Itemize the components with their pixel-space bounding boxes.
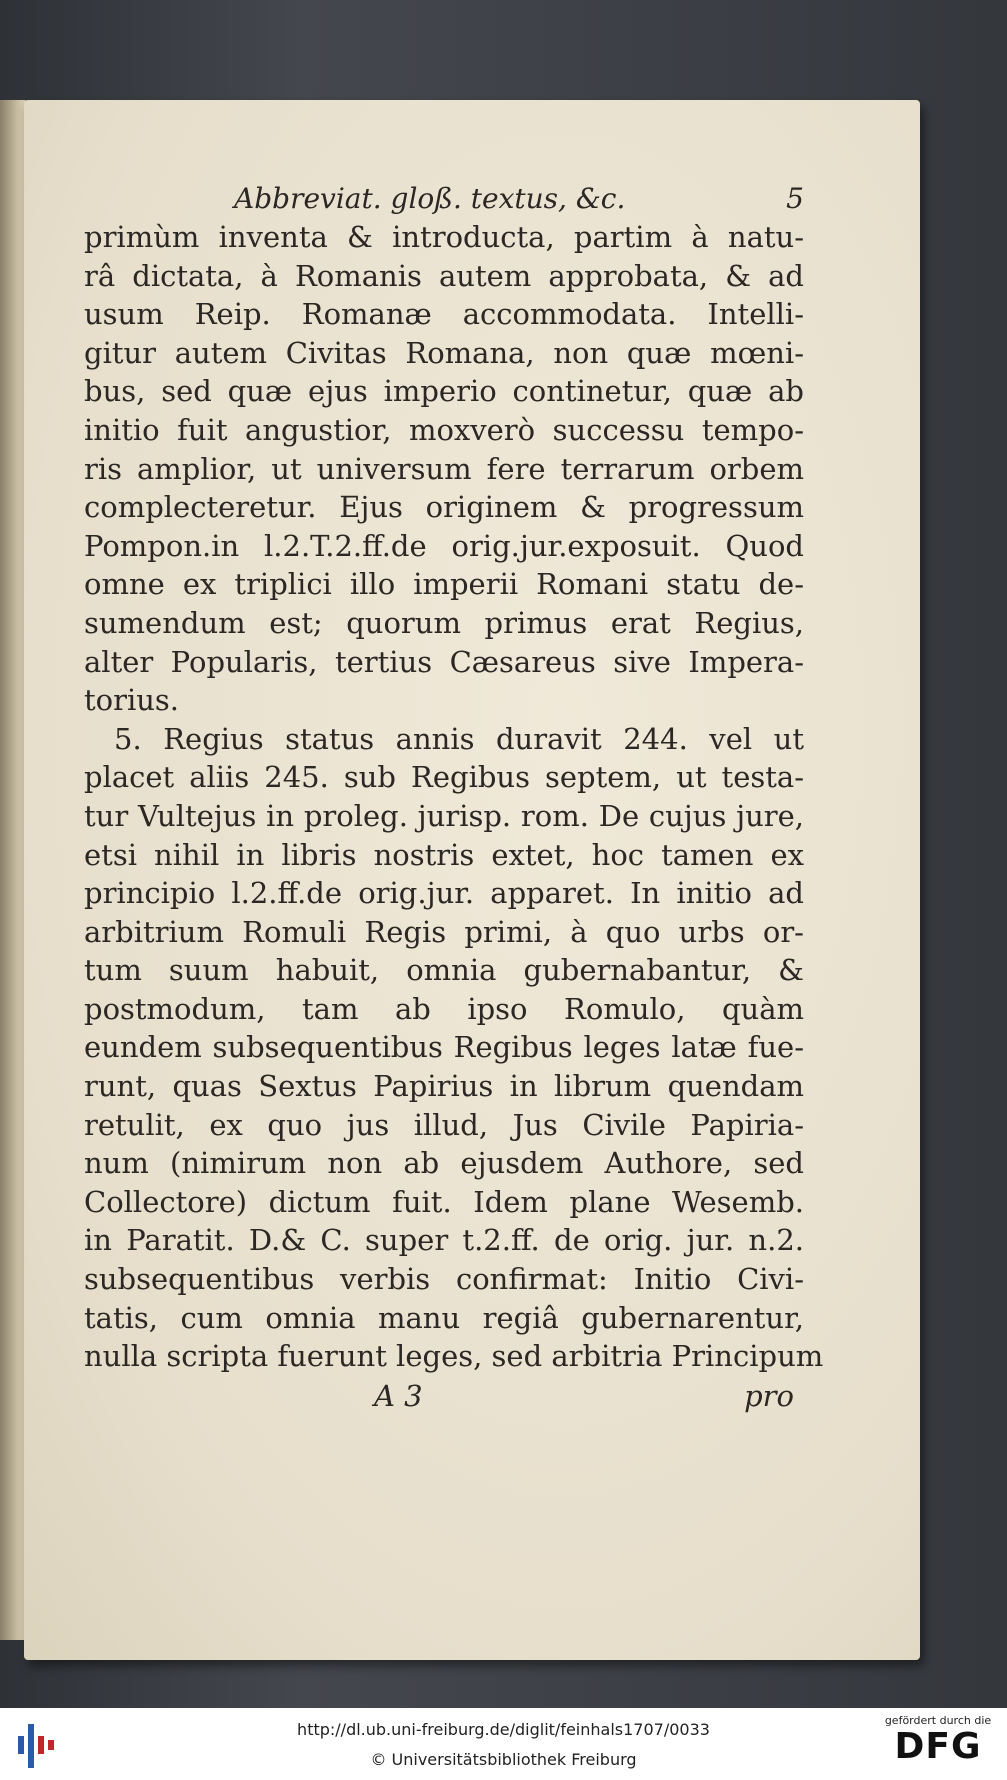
page-text [84,182,824,1416]
text-line: 5. Regius status annis duravit 244. vel ut [114,721,804,756]
page-number: 5 [786,182,804,215]
signature-mark: A 3 [374,1378,423,1413]
text-line: nulla scripta fuerunt leges, sed arbitria Principum [84,1339,824,1374]
text-line: complecteretur. Ejus originem & progressum [84,490,804,525]
dfg-tagline: gefördert durch die [884,1714,992,1727]
text-line: retulit, ex quo jus illud, Jus Civile Papiria- [84,1107,804,1142]
text-line: tur Vultejus in proleg. jurisp. rom. De cujus jure, [84,798,804,833]
text-line: subsequentibus verbis confirmat: Initio Civi- [84,1262,804,1297]
text-line: usum Reip. Romanæ accommodata. Intelli- [84,297,804,332]
text-line: num (nimirum non ab ejusdem Authore, sed [84,1146,804,1181]
text-line: runt, quas Sextus Papirius in librum quendam [84,1069,804,1104]
text-line: omne ex triplici illo imperii Romani statu de- [84,567,804,602]
copyright-text: © Universitätsbibliothek Freiburg [370,1750,637,1769]
text-line: initio fuit angustior, moxverò successu tempo- [84,412,804,447]
text-line: etsi nihil in libris nostris extet, hoc tamen ex [84,837,804,872]
text-line: bus, sed quæ ejus imperio continetur, quæ ab [84,374,804,409]
text-line: râ dictata, à Romanis autem approbata, & ad [84,258,804,293]
running-head-title: Abbreviat. gloß. textus, &c. [234,182,626,215]
text-lines [84,218,824,1376]
viewer-footer [0,1708,1007,1780]
text-line: torius. [84,683,180,718]
text-line: principio l.2.ff.de orig.jur. apparet. In initio ad [84,876,804,911]
text-line: tatis, cum omnia manu regiâ gubernarentur, [84,1300,804,1335]
text-line: eundem subsequentibus Regibus leges latæ fue- [84,1030,804,1065]
text-line: primùm inventa & introducta, partim à natu- [84,220,804,254]
dfg-wordmark: DFG [894,1726,982,1767]
text-line: placet aliis 245. sub Regibus septem, ut testa- [84,760,804,795]
text-line: in Paratit. D.& C. super t.2.ff. de orig. jur. n.2. [84,1223,804,1258]
text-line: postmodum, tam ab ipso Romulo, quàm [84,991,804,1026]
text-line: Collectore) dictum fuit. Idem plane Wesemb. [84,1184,804,1219]
page-footer [84,1376,804,1416]
text-line: alter Popularis, tertius Cæsareus sive Impera- [84,644,804,679]
dfg-logo [879,1714,997,1767]
text-line: ris amplior, ut universum fere terrarum orbem [84,451,804,486]
text-line: gitur autem Civitas Romana, non quæ mœni- [84,335,804,370]
text-line: Pompon.in l.2.T.2.ff.de orig.jur.exposuit. Quod [84,528,804,563]
source-url-link[interactable]: http://dl.ub.uni-freiburg.de/diglit/feinhals1707/0033 [297,1720,710,1739]
text-line: arbitrium Romuli Regis primi, à quo urbs or- [84,914,804,949]
text-line: tum suum habuit, omnia gubernabantur, & [84,953,804,988]
catchword: pro [744,1378,794,1413]
running-head [84,182,804,218]
text-line: sumendum est; quorum primus erat Regius, [84,605,804,640]
